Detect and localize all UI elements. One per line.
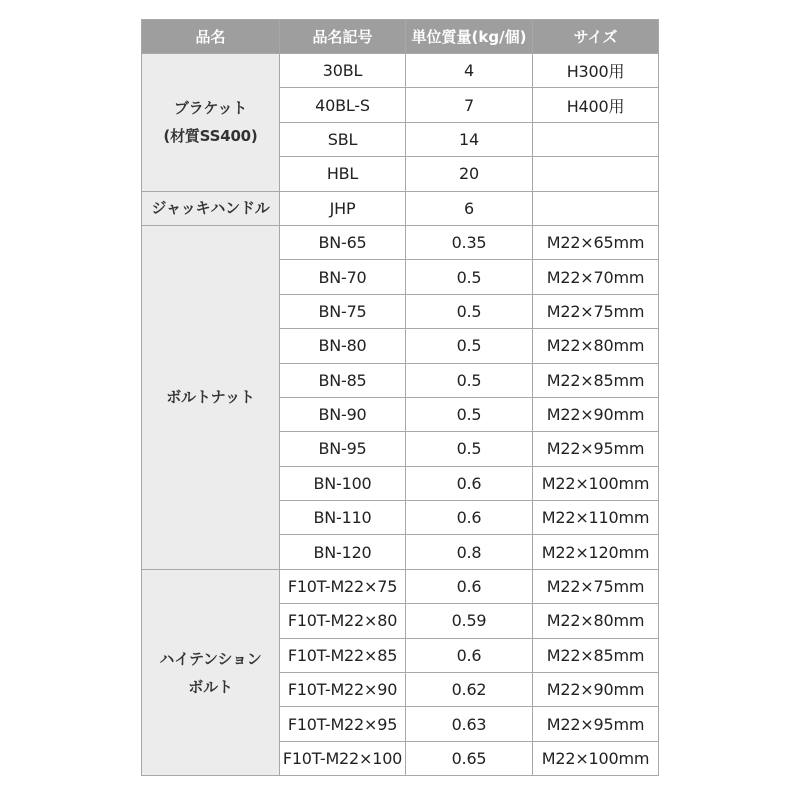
unit-weight-cell: 4 [406, 54, 533, 88]
unit-weight-cell: 0.65 [406, 741, 533, 775]
product-code-cell: BN-110 [280, 501, 406, 535]
unit-weight-cell: 0.6 [406, 501, 533, 535]
product-code-cell: BN-75 [280, 294, 406, 328]
product-code-cell: JHP [280, 191, 406, 225]
size-cell: M22×70mm [533, 260, 659, 294]
size-cell: M22×90mm [533, 673, 659, 707]
size-cell: M22×120mm [533, 535, 659, 569]
product-group-name [142, 191, 280, 225]
table-row [142, 225, 659, 259]
size-cell: M22×85mm [533, 638, 659, 672]
unit-weight-cell: 0.6 [406, 638, 533, 672]
size-cell [533, 157, 659, 191]
size-cell: M22×90mm [533, 397, 659, 431]
size-cell: M22×75mm [533, 294, 659, 328]
unit-weight-cell: 0.5 [406, 397, 533, 431]
product-code-cell: BN-80 [280, 329, 406, 363]
size-cell [533, 122, 659, 156]
unit-weight-cell: 0.59 [406, 604, 533, 638]
product-code-cell: F10T-M22×95 [280, 707, 406, 741]
size-cell: H400用 [533, 88, 659, 122]
product-code-cell: BN-90 [280, 397, 406, 431]
product-group-name [142, 54, 280, 192]
size-cell: M22×110mm [533, 501, 659, 535]
unit-weight-cell: 0.8 [406, 535, 533, 569]
product-group-name-line: ブラケット [173, 99, 248, 118]
size-cell: M22×80mm [533, 604, 659, 638]
unit-weight-cell: 0.5 [406, 260, 533, 294]
size-cell [533, 191, 659, 225]
unit-weight-cell: 6 [406, 191, 533, 225]
product-code-cell: BN-70 [280, 260, 406, 294]
product-code-cell: HBL [280, 157, 406, 191]
table-header [142, 20, 659, 54]
unit-weight-cell: 0.63 [406, 707, 533, 741]
product-code-cell: F10T-M22×85 [280, 638, 406, 672]
table-body [142, 54, 659, 776]
product-code-cell: F10T-M22×90 [280, 673, 406, 707]
unit-weight-cell: 20 [406, 157, 533, 191]
product-code-cell: BN-85 [280, 363, 406, 397]
unit-weight-cell: 14 [406, 122, 533, 156]
unit-weight-cell: 0.5 [406, 363, 533, 397]
size-cell: M22×65mm [533, 225, 659, 259]
product-group-name-line: (材質SS400) [163, 127, 258, 146]
product-group-name-line: ハイテンション [159, 649, 262, 668]
product-code-cell: BN-100 [280, 466, 406, 500]
header-row [142, 20, 659, 54]
table-row [142, 54, 659, 88]
product-code-cell: SBL [280, 122, 406, 156]
size-cell: M22×100mm [533, 466, 659, 500]
size-cell: H300用 [533, 54, 659, 88]
unit-weight-cell: 0.5 [406, 432, 533, 466]
unit-weight-cell: 0.6 [406, 569, 533, 603]
product-code-cell: BN-65 [280, 225, 406, 259]
unit-weight-cell: 0.5 [406, 294, 533, 328]
product-code-cell: F10T-M22×80 [280, 604, 406, 638]
product-group-name-line: ボルトナット [166, 388, 255, 407]
size-cell: M22×85mm [533, 363, 659, 397]
unit-weight-cell: 0.62 [406, 673, 533, 707]
unit-weight-cell: 0.5 [406, 329, 533, 363]
header-name: 品名 [142, 20, 280, 54]
unit-weight-cell: 0.35 [406, 225, 533, 259]
product-code-cell: BN-95 [280, 432, 406, 466]
size-cell: M22×95mm [533, 432, 659, 466]
header-code: 品名記号 [280, 20, 406, 54]
product-group-name-line: ボルト [188, 677, 233, 696]
product-spec-table [141, 19, 659, 776]
product-group-name-line: ジャッキハンドル [151, 199, 270, 218]
unit-weight-cell: 0.6 [406, 466, 533, 500]
product-code-cell: 30BL [280, 54, 406, 88]
product-code-cell: 40BL-S [280, 88, 406, 122]
product-group-name [142, 569, 280, 775]
size-cell: M22×75mm [533, 569, 659, 603]
product-code-cell: BN-120 [280, 535, 406, 569]
unit-weight-cell: 7 [406, 88, 533, 122]
table-row [142, 191, 659, 225]
size-cell: M22×80mm [533, 329, 659, 363]
product-group-name [142, 225, 280, 569]
table-row [142, 569, 659, 603]
size-cell: M22×95mm [533, 707, 659, 741]
product-code-cell: F10T-M22×100 [280, 741, 406, 775]
header-weight: 単位質量(kg/個) [406, 20, 533, 54]
header-size: サイズ [533, 20, 659, 54]
size-cell: M22×100mm [533, 741, 659, 775]
product-code-cell: F10T-M22×75 [280, 569, 406, 603]
